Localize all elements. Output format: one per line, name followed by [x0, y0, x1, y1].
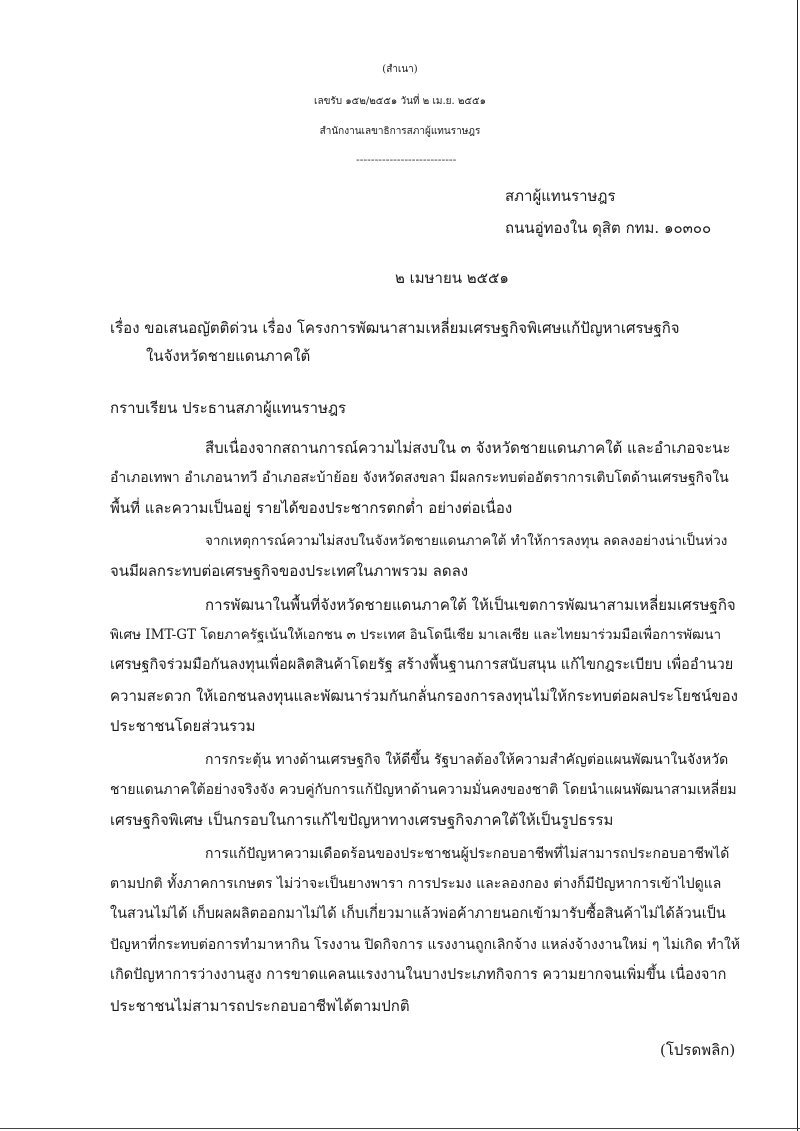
paragraph-4-line-1: การกระตุ้น ทางด้านเศรษฐกิจ ให้ดีขึ้น รัฐบาลต้องให้ความสำคัญต่อแผนพัฒนาในจังหวัด	[205, 752, 729, 768]
paragraph-5-line-1: การแก้ปัญหาความเดือดร้อนของประชาชนผู้ประกอบอาชีพที่ไม่สามารถประกอบอาชีพได้	[205, 846, 730, 862]
sender-address: ถนนอู่ทองใน ดุสิต กทม. ๑๐๓๐๐	[505, 219, 712, 237]
receiving-office: สำนักงานเลขาธิการสภาผู้แทนราษฎร	[319, 126, 481, 137]
paragraph-3-line-5: ประชาชนโดยส่วนรวม	[110, 717, 256, 735]
paragraph-4-line-3: เศรษฐกิจพิเศษ เป็นกรอบในการแก้ไขปัญหาทางเศรษฐกิจภาคใต้ให้เป็นรูปธรรม	[110, 811, 614, 829]
scan-edge-right	[797, 0, 798, 1131]
sender-name: สภาผู้แทนราษฎร	[505, 187, 616, 205]
paragraph-5-line-4: ปัญหาที่กระทบต่อการทำมาหากิน โรงงาน ปิดกิจการ แรงงานถูกเลิกจ้าง แหล่งจ้างงานใหม่ ๆ ไม่เกิด ทำให้	[110, 937, 741, 953]
paragraph-3-line-3: เศรษฐกิจร่วมมือกันลงทุนเพื่อผลิตสินค้าโดยรัฐ สร้างพื้นฐานการสนับสนุน แก้ไขกฎระเบียบ เพื่ออำนวย	[110, 657, 734, 673]
paragraph-2-line-2: จนมีผลกระทบต่อเศรษฐกิจของประเทศในภาพรวม ลดลง	[110, 562, 469, 580]
salutation: กราบเรียน ประธานสภาผู้แทนราษฎร	[110, 399, 347, 417]
paragraph-3-line-4: ความสะดวก ให้เอกชนลงทุนและพัฒนาร่วมกันกลั่นกรองการลงทุนไม่ให้กระทบต่อผลประโยชน์ของ	[110, 687, 738, 705]
copy-mark: (สำเนา)	[382, 64, 418, 75]
letter-date: ๒ เมษายน ๒๕๕๑	[395, 269, 509, 287]
paragraph-2-line-1: จากเหตุการณ์ความไม่สงบในจังหวัดชายแดนภาคใต้ ทำให้การลงทุน ลดลงอย่างน่าเป็นห่วง	[205, 533, 728, 549]
paragraph-3-line-2: พิเศษ IMT-GT โดยภาครัฐเน้นให้เอกชน ๓ ประเทศ อินโดนีเซีย มาเลเซีย และไทยมาร่วมมือเพื่อการพัฒนา	[110, 627, 722, 643]
subject-line-1: เรื่อง ขอเสนอญัตติด่วน เรื่อง โครงการพัฒนาสามเหลี่ยมเศรษฐกิจพิเศษแก้ปัญหาเศรษฐกิจ	[110, 319, 680, 337]
paragraph-5-line-6: ประชาชนไม่สามารถประกอบอาชีพได้ตามปกติ	[110, 997, 410, 1015]
paragraph-4-line-2: ชายแดนภาคใต้อย่างจริงจัง ควบคู่กับการแก้ปัญหาด้านความมั่นคงของชาติ โดยนำแผนพัฒนาสามเหลี่ยม	[110, 782, 737, 798]
paragraph-5-line-5: เกิดปัญหาการว่างงานสูง การขาดแคลนแรงงานในบางประเภทกิจการ ความยากจนเพิ่มขึ้น เนื่องจาก	[110, 967, 727, 983]
paragraph-3-line-1: การพัฒนาในพื้นที่จังหวัดชายแดนภาคใต้ ให้เป็นเขตการพัฒนาสามเหลี่ยมเศรษฐกิจ	[205, 596, 736, 614]
turn-over-note: (โปรดพลิก)	[660, 1041, 736, 1059]
receipt-number: เลขรับ ๑๕๒/๒๕๕๑ วันที่ ๒ เม.ย. ๒๕๕๑	[314, 96, 486, 107]
paragraph-1-line-3: พื้นที่ และความเป็นอยู่ รายได้ของประชากรตกต่ำ อย่างต่อเนื่อง	[110, 499, 513, 517]
paragraph-1-line-2: อำเภอเทพา อำเภอนาทวี อำเภอสะบ้าย้อย จังหวัดสงขลา มีผลกระทบต่ออัตราการเติบโตด้านเศรษฐกิจใน	[110, 470, 729, 486]
paragraph-5-line-2: ตามปกติ ทั้งภาคการเกษตร ไม่ว่าจะเป็นยางพารา การประมง และลองกอง ต่างก็มีปัญหาการเข้าไปดูแล	[110, 876, 722, 892]
scan-edge-bottom	[0, 1128, 800, 1129]
paragraph-1-line-1: สืบเนื่องจากสถานการณ์ความไม่สงบใน ๓ จังหวัดชายแดนภาคใต้ และอำเภอจะนะ	[205, 439, 731, 457]
subject-line-2: ในจังหวัดชายแดนภาคใต้	[146, 347, 311, 365]
paragraph-5-line-3: ในสวนไม่ได้ เก็บผลผลิตออกมาไม่ได้ เก็บเกี่ยวมาแล้วพ่อค้าภายนอกเข้ามารับซื้อสินค้าไม่ได้ล้วนเป็น	[110, 906, 726, 922]
header-divider: ---------------------------	[356, 153, 457, 166]
